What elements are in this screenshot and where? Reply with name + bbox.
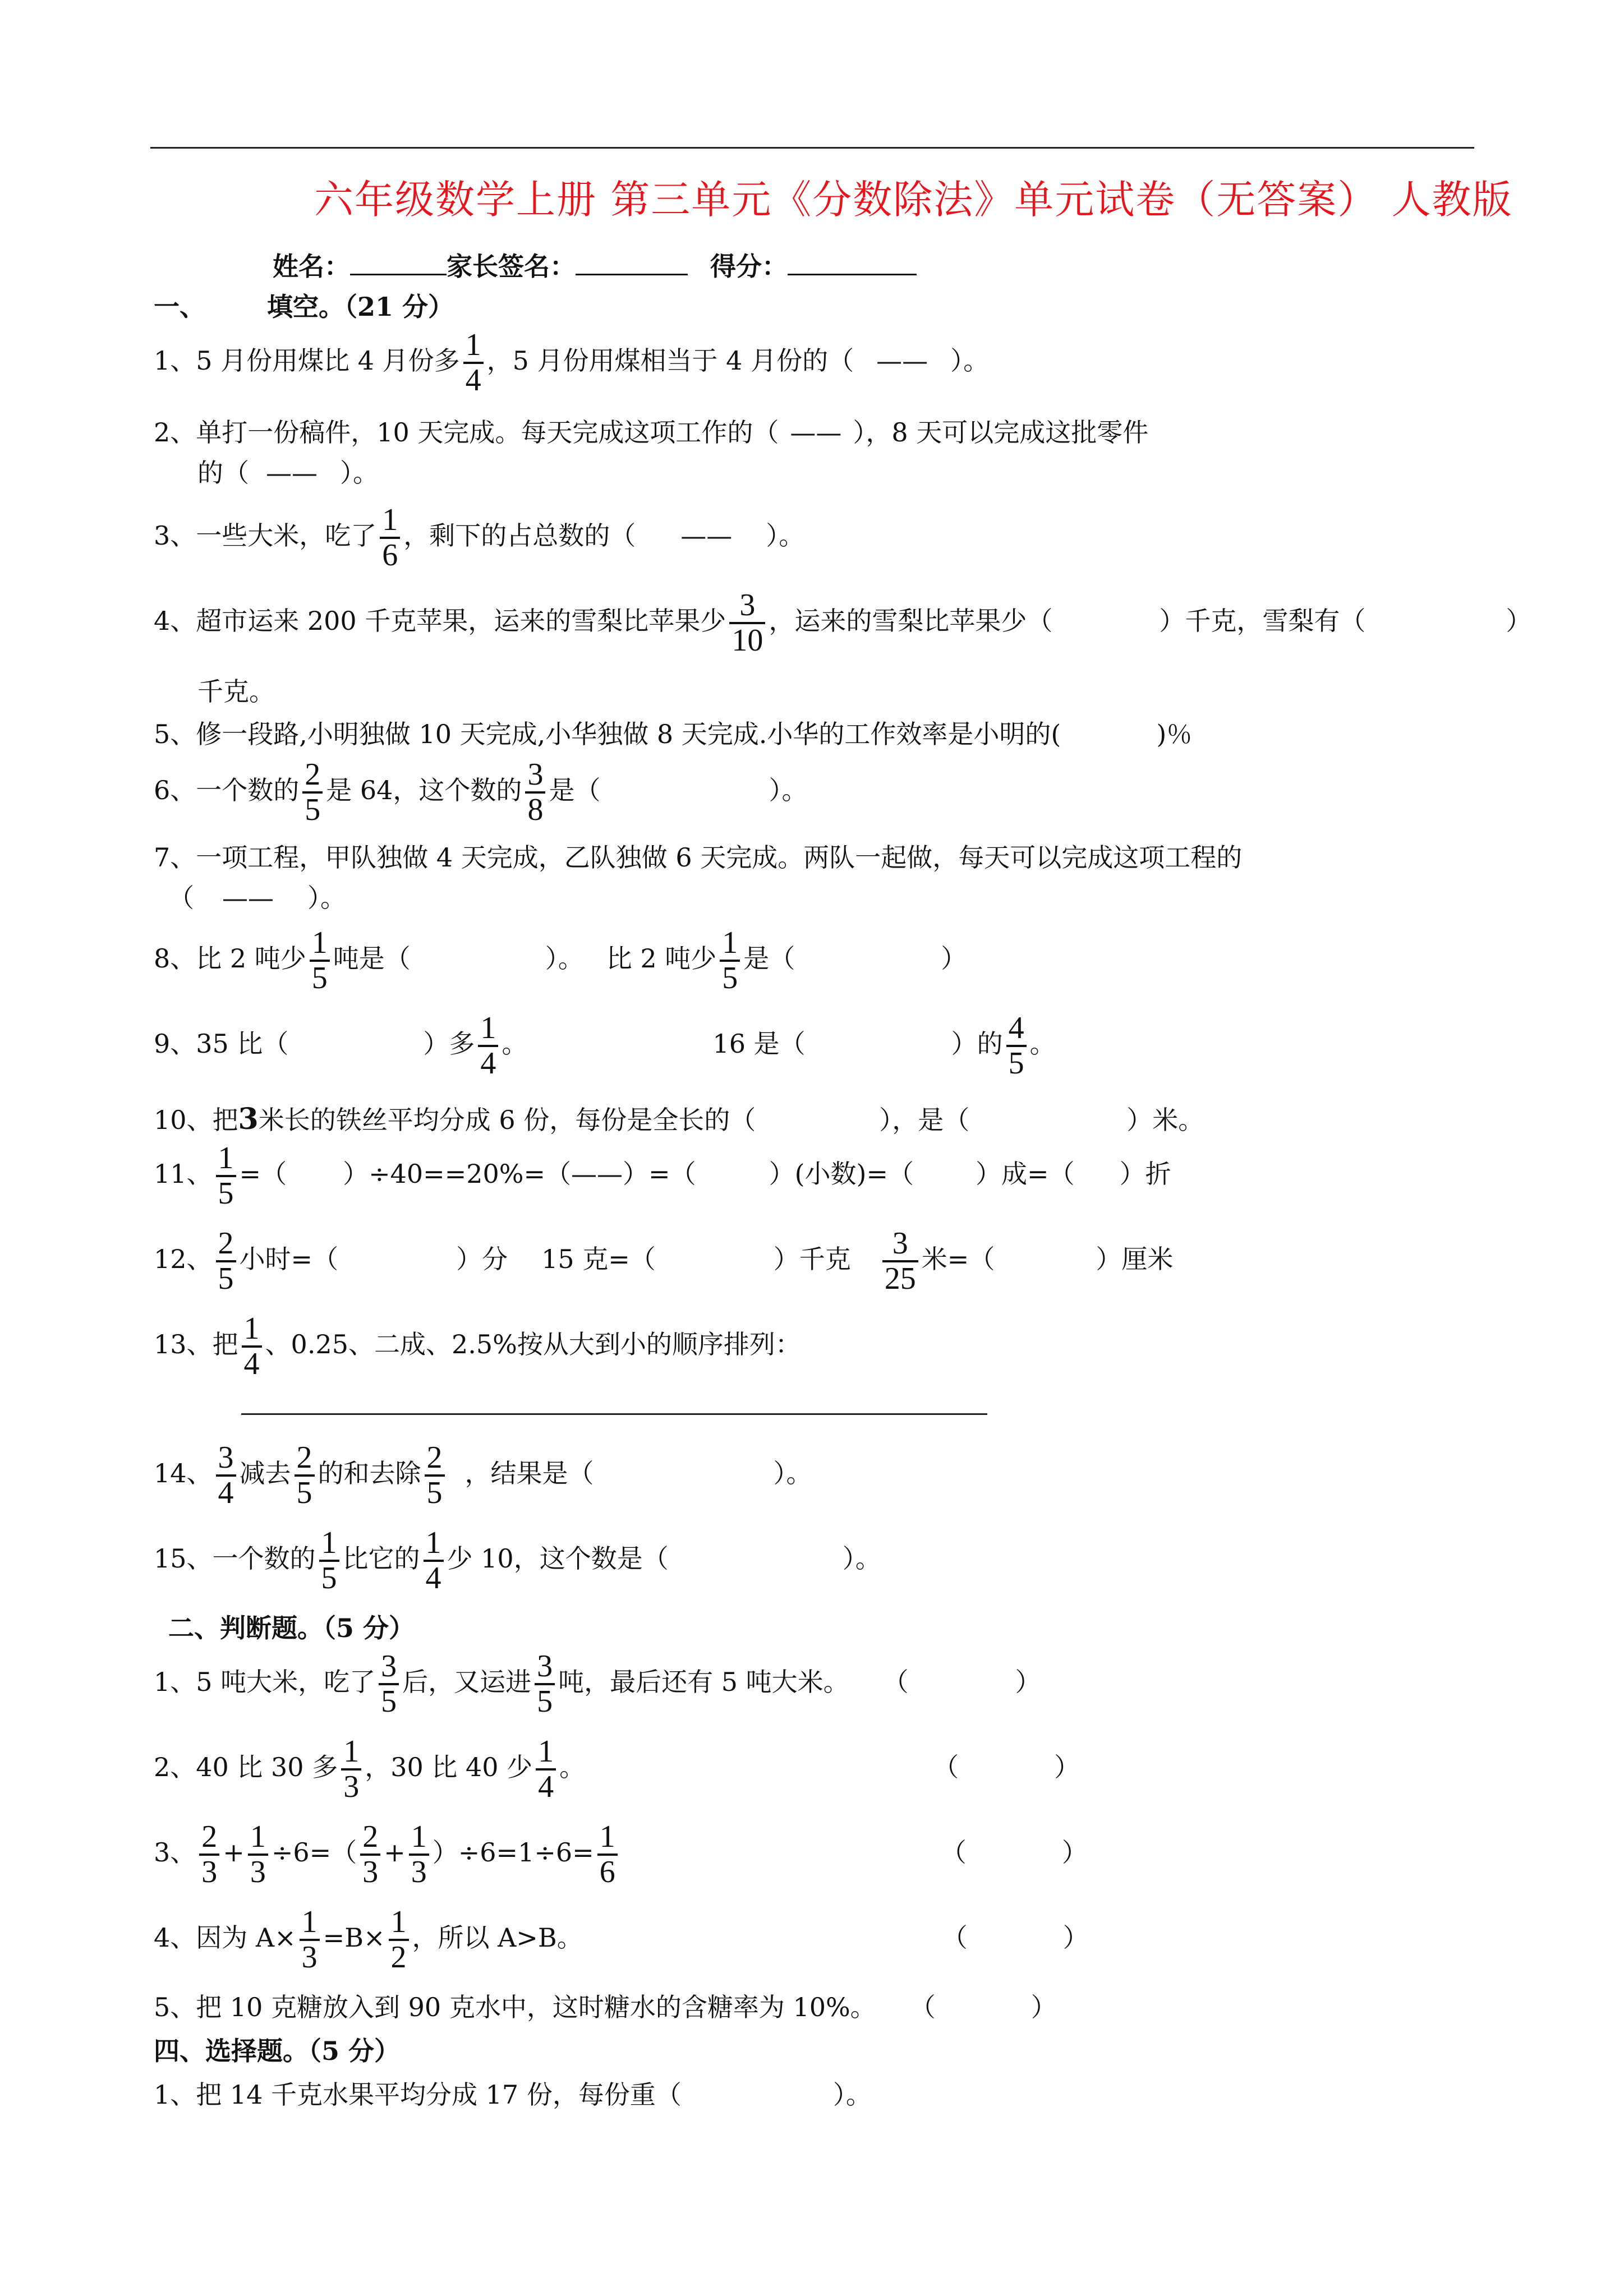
s1-question-12: 12、 $\frac{2}{5}$ 小时=（ ）分 15 克=（ ）千克 $\frac{3}{25}$ 米=（ ）厘米 bbox=[154, 1226, 1174, 1296]
section-1-heading bbox=[154, 294, 454, 320]
section-4-heading: 四、选择题。（5 分） bbox=[154, 2036, 401, 2066]
fraction: $\frac{3}{10}$ bbox=[729, 589, 765, 657]
fraction: $\frac{1}{3}$ bbox=[409, 1820, 429, 1889]
fraction: $\frac{3}{5}$ bbox=[379, 1650, 399, 1718]
answer-line[interactable] bbox=[241, 1413, 987, 1415]
section-1-number: 一、 bbox=[154, 292, 205, 322]
s1-question-1: 1、5 月份用煤比 4 月份多 $\frac{1}{4}$ ，5 月份用煤相当于 4 月份的（ —— ）。 bbox=[154, 328, 990, 398]
fraction: $\frac{1}{4}$ bbox=[424, 1527, 444, 1595]
s1-question-7-cont: （ —— ）。 bbox=[168, 883, 346, 913]
fraction: $\frac{2}{5}$ bbox=[302, 758, 323, 827]
name-label: 姓名： bbox=[273, 251, 350, 282]
score-label: 得分： bbox=[710, 251, 788, 282]
fraction: $\frac{1}{5}$ bbox=[310, 926, 330, 995]
s2-question-2: 2、40 比 30 多 $\frac{1}{3}$ ，30 比 40 少 $\frac{1}{4}$ 。 （ ） bbox=[154, 1734, 1080, 1804]
fraction: $\frac{1}{4}$ bbox=[478, 1012, 498, 1080]
s1-question-2-cont: 的（ —— ）。 bbox=[197, 458, 379, 488]
s1-question-9: 9、35 比（ ）多 $\frac{1}{4}$ 。 16 是（ ）的 $\frac{4}{5}$ 。 bbox=[154, 1011, 1056, 1081]
s1-question-6: 6、一个数的 $\frac{2}{5}$ 是 64，这个数的 $\frac{3}{8}$ 是（ ）。 bbox=[154, 757, 808, 827]
s2-question-4: 4、因为 A× $\frac{1}{3}$ =B× $\frac{1}{2}$ ，所以 A>B。 （ ） bbox=[154, 1905, 1089, 1975]
s1-question-14: 14、 $\frac{3}{4}$ 减去 $\frac{2}{5}$ 的和去除 $\frac{2}{5}$ ，结果是（ ）。 bbox=[154, 1440, 812, 1510]
s1-question-3: 3、一些大米，吃了 $\frac{1}{6}$ ，剩下的占总数的（ —— ）。 bbox=[154, 502, 805, 573]
fraction: $\frac{1}{4}$ bbox=[536, 1735, 556, 1804]
top-rule bbox=[150, 147, 1474, 149]
score-blank[interactable] bbox=[788, 251, 917, 275]
section-1-title: 填空。（21 分） bbox=[267, 292, 454, 322]
fraction: $\frac{3}{8}$ bbox=[525, 758, 545, 827]
fraction: $\frac{1}{4}$ bbox=[463, 329, 484, 397]
fraction: $\frac{1}{5}$ bbox=[720, 926, 740, 995]
s1-question-5: 5、修一段路,小明独做 10 天完成,小华独做 8 天完成.小华的工作效率是小明的( )％ bbox=[154, 719, 1193, 749]
fraction: $\frac{1}{5}$ bbox=[216, 1142, 236, 1210]
s1-question-4: 4、超市运来 200 千克苹果，运来的雪梨比苹果少 $\frac{3}{10}$ ，运来的雪梨比苹果少（ ）千克，雪梨有（ ） bbox=[154, 588, 1532, 658]
fraction: $\frac{3}{4}$ bbox=[216, 1441, 236, 1510]
s1-question-11: 11、 $\frac{1}{5}$ =（ ）÷40==20%=（——）=（ ）(小数)=（ ）成=（ ）折 bbox=[154, 1141, 1171, 1211]
fraction: $\frac{2}{3}$ bbox=[199, 1820, 219, 1889]
s1-question-4-cont: 千克。 bbox=[197, 676, 275, 707]
fraction: $\frac{3}{5}$ bbox=[535, 1650, 555, 1718]
fraction: $\frac{1}{3}$ bbox=[248, 1820, 268, 1889]
fraction: $\frac{1}{3}$ bbox=[341, 1735, 361, 1804]
s2-question-1: 1、5 吨大米，吃了 $\frac{3}{5}$ 后，又运进 $\frac{3}{5}$ 吨，最后还有 5 吨大米。 （ ） bbox=[154, 1649, 1041, 1719]
fraction: $\frac{2}{5}$ bbox=[425, 1441, 445, 1510]
name-blank[interactable] bbox=[350, 251, 447, 275]
fraction: $\frac{2}{3}$ bbox=[360, 1820, 380, 1889]
fraction: $\frac{1}{6}$ bbox=[380, 504, 400, 572]
fraction: $\frac{1}{3}$ bbox=[300, 1906, 320, 1974]
parent-signature-blank[interactable] bbox=[576, 251, 688, 275]
s2-question-5: 5、把 10 克糖放入到 90 克水中，这时糖水的含糖率为 10%。 （ ） bbox=[154, 1992, 1057, 2022]
s1-question-2: 2、单打一份稿件，10 天完成。每天完成这项工作的（ —— ），8 天可以完成这批零件 bbox=[154, 417, 1149, 448]
s1-question-13: 13、把 $\frac{1}{4}$ 、0.25、二成、2.5%按从大到小的顺序排列： bbox=[154, 1311, 801, 1381]
fraction: $\frac{3}{25}$ bbox=[882, 1227, 918, 1295]
section-2-heading: 二、判断题。（5 分） bbox=[168, 1613, 415, 1643]
fraction: $\frac{1}{5}$ bbox=[319, 1527, 339, 1595]
s4-question-1: 1、把 14 千克水果平均分成 17 份，每份重（ ）。 bbox=[154, 2080, 872, 2110]
student-info-row bbox=[273, 251, 917, 282]
fraction: $\frac{1}{6}$ bbox=[597, 1820, 618, 1889]
fraction: $\frac{2}{5}$ bbox=[295, 1441, 315, 1510]
fraction: $\frac{1}{4}$ bbox=[242, 1312, 262, 1381]
s1-question-15: 15、一个数的 $\frac{1}{5}$ 比它的 $\frac{1}{4}$ 少 10，这个数是（ ）。 bbox=[154, 1525, 881, 1596]
fraction: $\frac{1}{2}$ bbox=[389, 1906, 409, 1974]
fraction: $\frac{4}{5}$ bbox=[1006, 1012, 1027, 1080]
s1-question-8: 8、比 2 吨少 $\frac{1}{5}$ 吨是（ ）。 比 2 吨少 $\frac{1}{5}$ 是（ ） bbox=[154, 925, 967, 995]
document-title: 六年级数学上册 第三单元《分数除法》单元试卷（无答案） 人教版 bbox=[314, 177, 1513, 223]
s2-question-3: 3、 $\frac{2}{3}$ + $\frac{1}{3}$ ÷6=（ $\frac{2}{3}$ + $\frac{1}{3}$ ）÷6=1÷6= $\frac{1}{6}$ （ ） bbox=[154, 1819, 1088, 1889]
parent-signature-label: 家长签名： bbox=[447, 251, 576, 282]
s1-question-7: 7、一项工程，甲队独做 4 天完成，乙队独做 6 天完成。两队一起做，每天可以完成这项工程的 bbox=[154, 842, 1243, 873]
fraction: $\frac{2}{5}$ bbox=[216, 1227, 236, 1295]
s1-question-10: 10、把3米长的铁丝平均分成 6 份，每份是全长的（ ），是（ ）米。 bbox=[154, 1102, 1204, 1136]
